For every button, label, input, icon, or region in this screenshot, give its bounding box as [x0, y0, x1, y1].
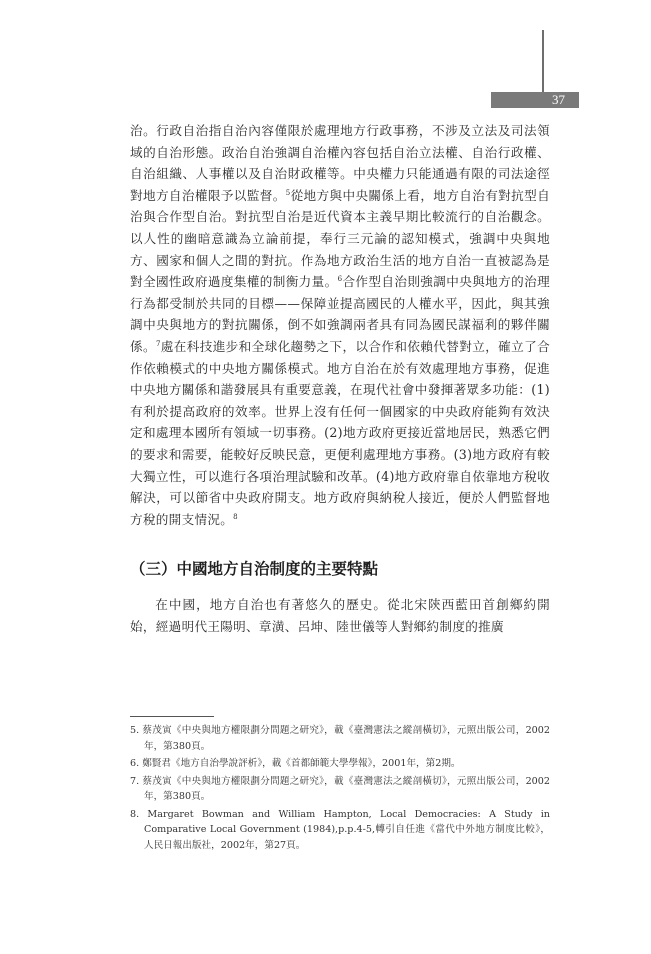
footnote-6: 6. 鄭賢君《地方自治學說評析》，載《首都師範大學學報》，2001年，第2期。 — [130, 758, 461, 769]
paragraph-text-segment: 合作型自治則強調中央與地方的治理行為都受制於共同的目標——保障並提高國民的人權水平，因此，與其強調中央與地方的對抗關係，倒不如強調兩者具有同為國民謀福利的夥伴關係。 — [130, 274, 550, 354]
main-text — [130, 120, 550, 637]
page-number-bar — [491, 92, 579, 108]
footnote-marker-6: 6 — [337, 274, 343, 283]
section-heading: （三）中國地方自治制度的主要特點 — [130, 559, 379, 579]
footnotes — [130, 716, 550, 855]
body-paragraph-2: 在中國，地方自治也有著悠久的歷史。從北宋陝西藍田首創鄉約開始，經過明代王陽明、章潢、呂坤、陸世儀等人對鄉約制度的推廣 — [130, 597, 550, 634]
footnote-7: 7. 蔡茂寅《中央與地方權限劃分問題之研究》，載《臺灣憲法之縱剖橫切》，元照出版公司，2002年，第380頁。 — [130, 775, 550, 802]
footnote-marker-8: 8 — [233, 512, 238, 521]
footnote-marker-7: 7 — [155, 339, 161, 348]
paragraph-text-segment: 從地方與中央關係上看，地方自治有對抗型自治與合作型自治。對抗型自治是近代資本主義早期比較流行的自治觀念。以人性的幽暗意識為立論前提，奉行三元論的認知模式，強調中央與地方、國家和個人之間的對抗。作為地方政治生活的地方自治一直被認為是對全國性政府過度集權的制衡力量。 — [130, 187, 550, 290]
footnote-marker-5: 5 — [285, 188, 291, 197]
footnote-5: 5. 蔡茂寅《中央與地方權限劃分問題之研究》，載《臺灣憲法之縱剖橫切》，元照出版公司，2002年，第380頁。 — [130, 725, 550, 752]
page-number: 37 — [552, 92, 565, 107]
paragraph-text-segment: 處在科技進步和全球化趨勢之下，以合作和依賴代替對立，確立了合作依賴模式的中央地方關係模式。地方自治在於有效處理地方事務，促進中央地方關係和諧發展具有重要意義，在現代社會中發揮著眾多功能：(1)有利於提高政府的效率。世界上沒有任何一個國家的中央政府能夠有效決定和處理本國所有領域一切事務。(2)地方政府更接近當地居民，熟悉它們的要求和需要，能較好反映民意，更便利處理地方事務。(3)地方政府有較大獨立性，可以進行各項治理試驗和改革。(4)地方政府靠自依靠地方稅收解決，可以節省中央政府開支。地方政府與納稅人接近，便於人們監督地方稅的開支情況。 — [130, 338, 550, 527]
paragraph-text-segment: 治。行政自治指自治內容僅限於處理地方行政事務，不涉及立法及司法領域的自治形態。政治自治強調自治權內容包括自治立法權、自治行政權、自治組織、人事權以及自治財政權等。中央權力只能通過有限的司法途徑對地方自治權限予以監督。 — [130, 123, 550, 203]
footnote-8: 8. Margaret Bowman and William Hampton, Local Democracies: A Study in Comparative Local Government (1984),p.p.4-5,轉引自任進《當代中外地方制度比較》，人民日報出版社，2002年，第27頁。 — [130, 808, 550, 851]
body-paragraph-1 — [130, 120, 550, 530]
footnote-rule — [130, 716, 214, 717]
header-vertical-rule — [542, 30, 544, 92]
